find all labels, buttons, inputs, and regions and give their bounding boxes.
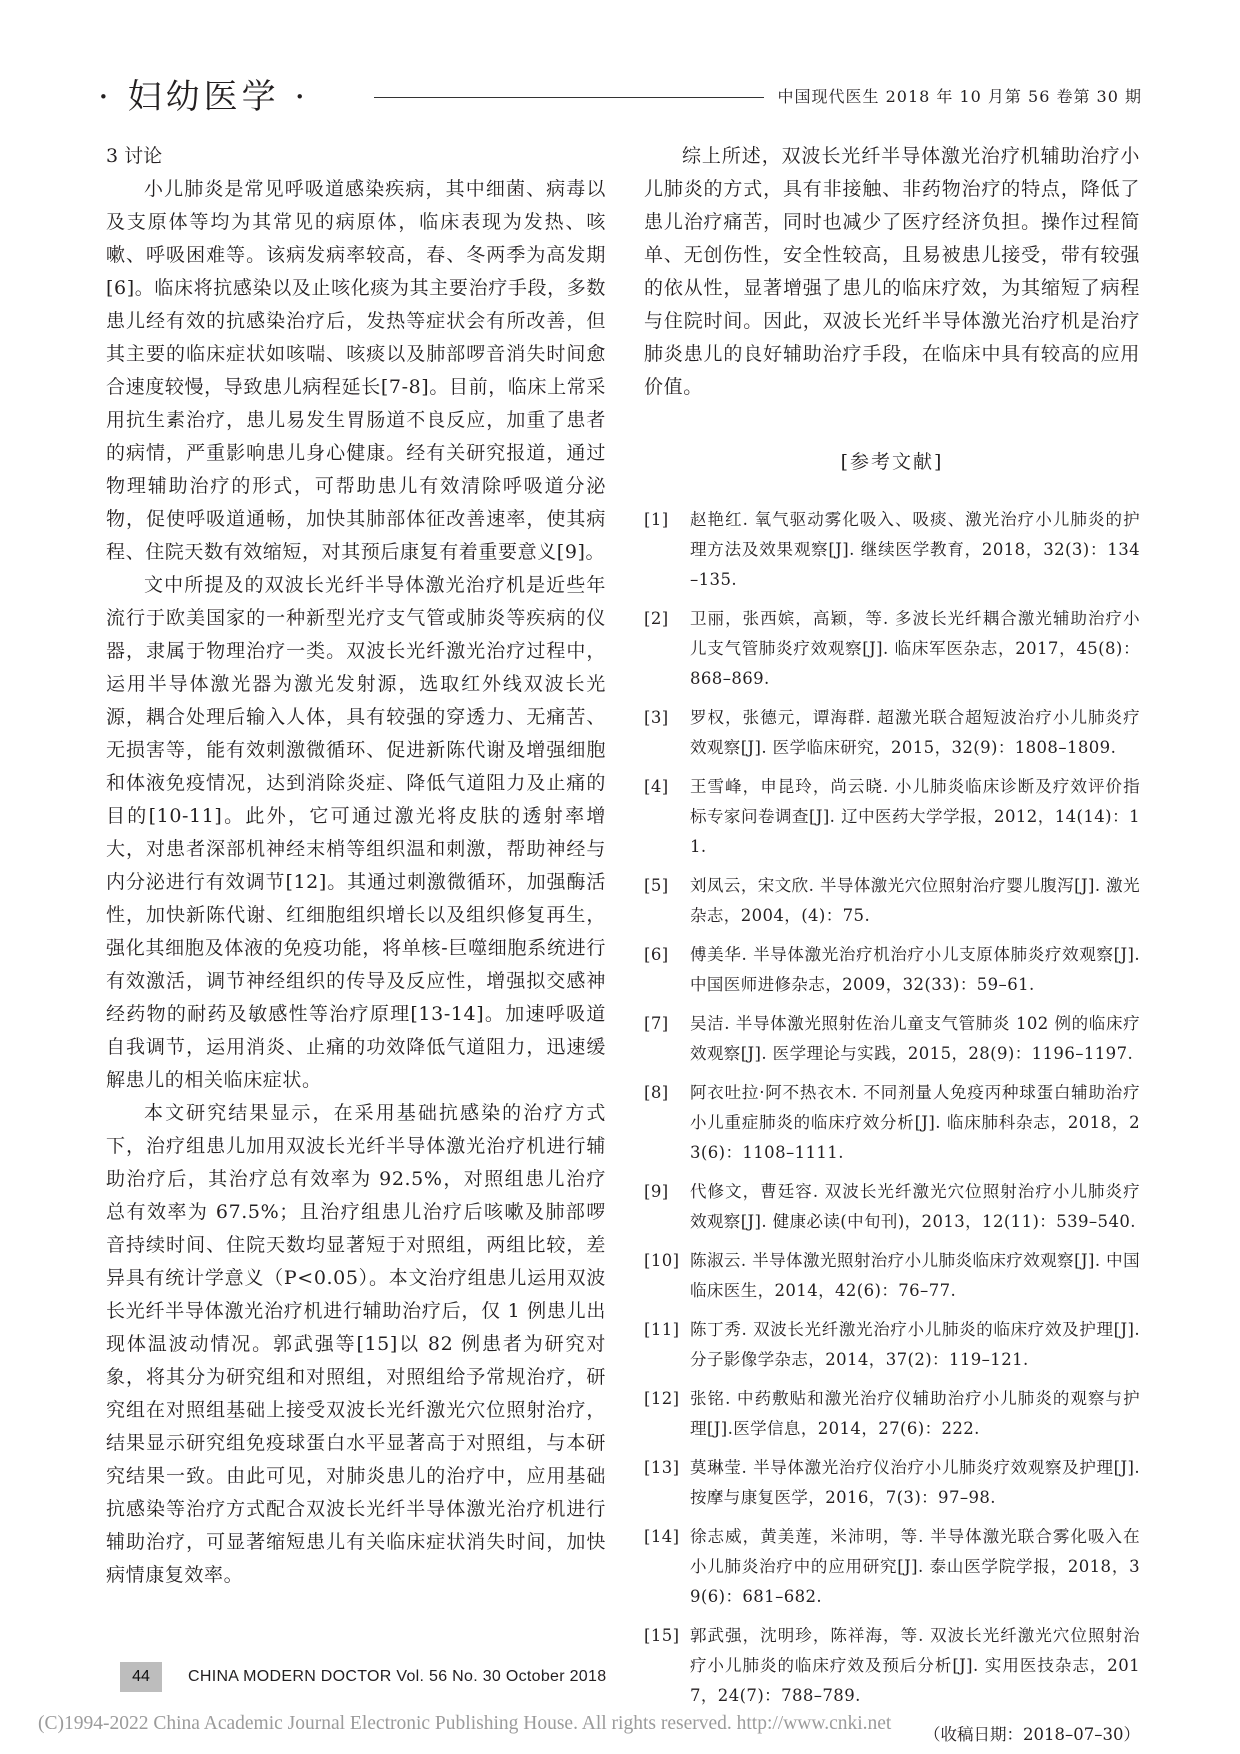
reference-text: 刘凤云，宋文欣. 半导体激光穴位照射治疗婴儿腹泻[J]. 激光杂志，2004，(4)：75. — [690, 876, 1140, 925]
reference-number: [13] — [644, 1458, 680, 1477]
reference-item — [644, 1009, 1140, 1069]
running-header — [98, 72, 1142, 122]
right-column — [644, 140, 1140, 1750]
reference-number: [7] — [644, 1014, 669, 1033]
reference-text: 王雪峰，申昆玲，尚云晓. 小儿肺炎临床诊断及疗效评价指标专家问卷调查[J]. 辽中医药大学学报，2012，14(14)：11. — [690, 777, 1140, 856]
reference-item — [644, 1522, 1140, 1612]
reference-text: 傅美华. 半导体激光治疗机治疗小儿支原体肺炎疗效观察[J]. 中国医师进修杂志，2009，32(33)：59–61. — [690, 945, 1140, 994]
journal-issue-info: 中国现代医生 2018 年 10 月第 56 卷第 30 期 — [777, 87, 1142, 106]
page-footer — [120, 1662, 720, 1692]
reference-text: 卫丽，张西嫔，高颖，等. 多波长光纤耦合激光辅助治疗小儿支气管肺炎疗效观察[J]. 临床军医杂志，2017，45(8)：868–869. — [690, 609, 1140, 688]
page-number: 44 — [120, 1662, 162, 1692]
reference-number: [10] — [644, 1251, 680, 1270]
copyright-notice: (C)1994-2022 China Academic Journal Electronic Publishing House. All rights reserved. http://www.cnki.net — [38, 1713, 892, 1734]
reference-text: 莫琳莹. 半导体激光治疗仪治疗小儿肺炎疗效观察及护理[J]. 按摩与康复医学，2016，7(3)：97–98. — [690, 1458, 1140, 1507]
reference-item — [644, 505, 1140, 595]
discussion-paragraph-1: 小儿肺炎是常见呼吸道感染疾病，其中细菌、病毒以及支原体等均为其常见的病原体，临床表现为发热、咳嗽、呼吸困难等。该病发病率较高，春、冬两季为高发期[6]。临床将抗感染以及止咳化痰为其主要治疗手段，多数患儿经有效的抗感染治疗后，发热等症状会有所改善，但其主要的临床症状如咳喘、咳痰以及肺部啰音消失时间愈合速度较慢，导致患儿病程延长[7-8]。目前，临床上常采用抗生素治疗，患儿易发生胃肠道不良反应，加重了患者的病情，严重影响患儿身心健康。经有关研究报道，通过物理辅助治疗的形式，可帮助患儿有效清除呼吸道分泌物，促使呼吸道通畅，加快其肺部体征改善速率，使其病程、住院天数有效缩短，对其预后康复有着重要意义[9]。 — [106, 178, 606, 563]
discussion-paragraph-2: 文中所提及的双波长光纤半导体激光治疗机是近些年流行于欧美国家的一种新型光疗支气管或肺炎等疾病的仪器，隶属于物理治疗一类。双波长光纤激光治疗过程中，运用半导体激光器为激光发射源，选取红外线双波长光源，耦合处理后输入人体，具有较强的穿透力、无痛苦、无损害等，能有效刺激微循环、促进新陈代谢及增强细胞和体液免疫情况，达到消除炎症、降低气道阻力及止痛的目的[10-11]。此外，它可通过激光将皮肤的透射率增大，对患者深部机神经末梢等组织温和刺激，帮助神经与内分泌进行有效调节[12]。其通过刺激微循环，加强酶活性，加快新陈代谢、红细胞组织增长以及组织修复再生，强化其细胞及体液的免疫功能，将单核-巨噬细胞系统进行有效激活，调节神经组织的传导及反应性，增强拟交感神经药物的耐药及敏感性等治疗原理[13-14]。加速呼吸道自我调节，运用消炎、止痛的功效降低气道阻力，迅速缓解患儿的相关临床症状。 — [106, 574, 606, 1091]
reference-number: [2] — [644, 609, 669, 628]
reference-item — [644, 1177, 1140, 1237]
reference-item — [644, 1078, 1140, 1168]
reference-item — [644, 772, 1140, 862]
received-date: （收稿日期：2018–07–30） — [924, 1725, 1140, 1744]
reference-item — [644, 1246, 1140, 1306]
reference-number: [4] — [644, 777, 669, 796]
reference-number: [5] — [644, 876, 669, 895]
reference-number: [3] — [644, 708, 669, 727]
reference-item — [644, 871, 1140, 931]
reference-number: [1] — [644, 510, 669, 529]
reference-number: [14] — [644, 1527, 680, 1546]
reference-number: [9] — [644, 1182, 669, 1201]
reference-item — [644, 1315, 1140, 1375]
footer-journal-info: CHINA MODERN DOCTOR Vol. 56 No. 30 October 2018 — [188, 1668, 607, 1685]
reference-number: [12] — [644, 1389, 680, 1408]
reference-text: 陈淑云. 半导体激光照射治疗小儿肺炎临床疗效观察[J]. 中国临床医生，2014，42(6)：76–77. — [690, 1251, 1140, 1300]
reference-text: 吴洁. 半导体激光照射佐治儿童支气管肺炎 102 例的临床疗效观察[J]. 医学理论与实践，2015，28(9)：1196–1197. — [690, 1014, 1140, 1063]
reference-item — [644, 940, 1140, 1000]
reference-text: 徐志威，黄美莲，米沛明，等. 半导体激光联合雾化吸入在小儿肺炎治疗中的应用研究[J]. 泰山医学院学报，2018，39(6)：681–682. — [690, 1527, 1140, 1606]
reference-item — [644, 1453, 1140, 1513]
reference-text: 赵艳红. 氧气驱动雾化吸入、吸痰、激光治疗小儿肺炎的护理方法及效果观察[J]. 继续医学教育，2018，32(3)：134–135. — [690, 510, 1140, 589]
reference-number: [15] — [644, 1626, 680, 1645]
reference-text: 阿衣吐拉·阿不热衣木. 不同剂量人免疫丙种球蛋白辅助治疗小儿重症肺炎的临床疗效分析[J]. 临床肺科杂志，2018，23(6)：1108–1111. — [690, 1083, 1140, 1162]
reference-text: 郭武强，沈明珍，陈祥海，等. 双波长光纤激光穴位照射治疗小儿肺炎的临床疗效及预后分析[J]. 实用医技杂志，2017，24(7)：788–789. — [690, 1626, 1140, 1705]
discussion-paragraph-3: 本文研究结果显示，在采用基础抗感染的治疗方式下，治疗组患儿加用双波长光纤半导体激光治疗机进行辅助治疗后，其治疗总有效率为 92.5%，对照组患儿治疗总有效率为 67.5%；且治疗组患儿治疗后咳嗽及肺部啰音持续时间、住院天数均显著短于对照组，两组比较，差异具有统计学意义（P<0.05）。本文治疗组患儿运用双波长光纤半导体激光治疗机进行辅助治疗后，仅 1 例患儿出现体温波动情况。郭武强等[15]以 82 例患者为研究对象，将其分为研究组和对照组，对照组给予常规治疗，研究组在对照组基础上接受双波长光纤激光穴位照射治疗，结果显示研究组免疫球蛋白水平显著高于对照组，与本研究结果一致。由此可见，对肺炎患儿的治疗中，应用基础抗感染等治疗方式配合双波长光纤半导体激光治疗机进行辅助治疗，可显著缩短患儿有关临床症状消失时间，加快病情康复效率。 — [106, 1102, 606, 1586]
reference-item — [644, 604, 1140, 694]
reference-item — [644, 1384, 1140, 1444]
reference-list — [644, 505, 1140, 1711]
discussion-heading: 3 讨论 — [106, 145, 163, 167]
reference-text: 代修文，曹廷容. 双波长光纤激光穴位照射治疗小儿肺炎疗效观察[J]. 健康必读(中旬刊)，2013，12(11)：539–540. — [690, 1182, 1140, 1231]
reference-text: 张铭. 中药敷贴和激光治疗仪辅助治疗小儿肺炎的观察与护理[J].医学信息，2014，27(6)：222. — [690, 1389, 1140, 1438]
reference-number: [8] — [644, 1083, 669, 1102]
reference-item — [644, 703, 1140, 763]
reference-text: 罗权，张德元，谭海群. 超激光联合超短波治疗小儿肺炎疗效观察[J]. 医学临床研究，2015，32(9)：1808–1809. — [690, 708, 1140, 757]
reference-text: 陈丁秀. 双波长光纤激光治疗小儿肺炎的临床疗效及护理[J]. 分子影像学杂志，2014，37(2)：119–121. — [690, 1320, 1140, 1369]
references-title: [参考文献] — [840, 451, 944, 473]
left-column — [106, 140, 606, 1592]
header-divider — [374, 97, 764, 98]
section-tag: · 妇幼医学 · — [98, 77, 310, 117]
reference-number: [11] — [644, 1320, 680, 1339]
reference-number: [6] — [644, 945, 669, 964]
conclusion-paragraph: 综上所述，双波长光纤半导体激光治疗机辅助治疗小儿肺炎的方式，具有非接触、非药物治疗的特点，降低了患儿治疗痛苦，同时也减少了医疗经济负担。操作过程简单、无创伤性，安全性较高，且易被患儿接受，带有较强的依从性，显著增强了患儿的临床疗效，为其缩短了病程与住院时间。因此，双波长光纤半导体激光治疗机是治疗肺炎患儿的良好辅助治疗手段，在临床中具有较高的应用价值。 — [644, 145, 1140, 398]
